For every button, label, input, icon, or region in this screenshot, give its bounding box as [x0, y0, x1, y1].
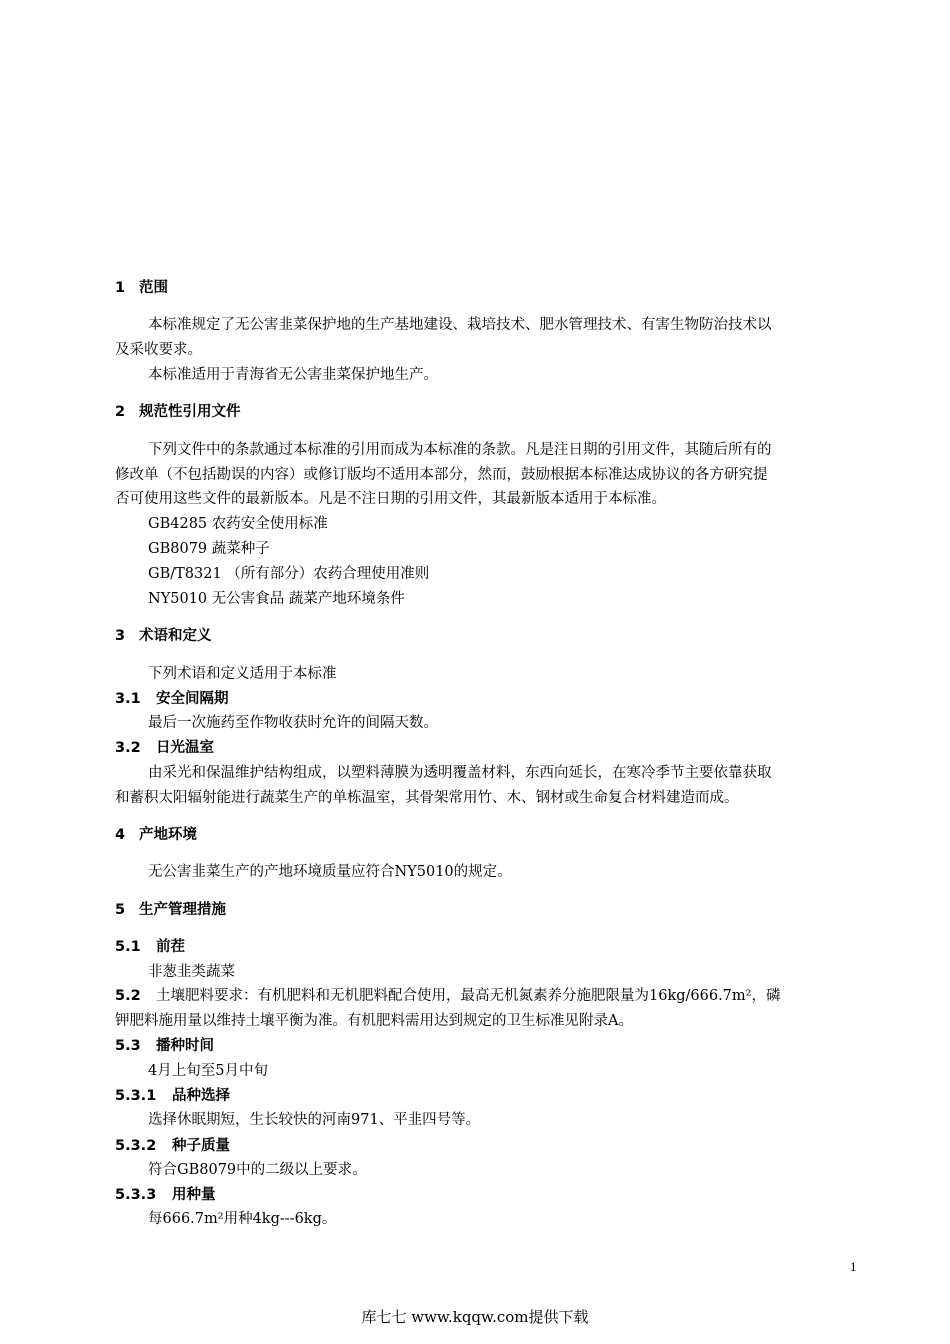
paragraph-line: 和蓄积太阳辐射能进行蔬菜生产的单栋温室，其骨架常用竹、木、钢材或生命复合材料建造而成。 — [115, 790, 739, 806]
subsection-number: 5.3.2 — [115, 1138, 157, 1154]
section-number: 5 — [115, 902, 126, 918]
subsection-number: 5.2 — [115, 988, 141, 1004]
section-title: 范围 — [139, 280, 168, 296]
paragraph-line: 土壤肥料要求：有机肥料和无机肥料配合使用，最高无机氮素养分施肥限量为16kg/666.7m²，磷 — [156, 988, 781, 1004]
paragraph-line: 下列文件中的条款通过本标准的引用而成为本标准的条款。凡是注日期的引用文件，其随后所有的 — [148, 442, 772, 458]
subsection-5-3-1-heading — [115, 1086, 230, 1106]
subsection-5-3-3-heading — [115, 1185, 216, 1205]
subsection-5-2 — [115, 986, 780, 1006]
paragraph-line: 钾肥料施用量以维持土壤平衡为准。有机肥料需用达到规定的卫生标准见附录A。 — [115, 1013, 633, 1029]
paragraph-line: 下列术语和定义适用于本标准 — [148, 666, 337, 682]
reference-item: NY5010 无公害食品 蔬菜产地环境条件 — [148, 591, 405, 607]
paragraph-line: 本标准规定了无公害韭菜保护地的生产基地建设、栽培技术、肥水管理技术、有害生物防治技术以 — [148, 317, 772, 333]
paragraph-line: 符合GB8079中的二级以上要求。 — [148, 1162, 367, 1178]
subsection-5-3-2-heading — [115, 1136, 230, 1156]
term-title: 日光温室 — [156, 740, 214, 756]
subsection-number: 5.3.3 — [115, 1187, 157, 1203]
subsection-title: 播种时间 — [156, 1038, 214, 1054]
term-title: 安全间隔期 — [156, 691, 229, 707]
subsection-title: 种子质量 — [172, 1138, 230, 1154]
section-2-heading — [115, 402, 241, 422]
paragraph-line: 每666.7m²用种4kg---6kg。 — [148, 1211, 337, 1227]
section-5-heading — [115, 900, 226, 920]
section-title: 术语和定义 — [139, 628, 212, 644]
term-number: 3.2 — [115, 740, 141, 756]
subsection-title: 前茬 — [156, 939, 185, 955]
paragraph-line: 由采光和保温维护结构组成，以塑料薄膜为透明覆盖材料，东西向延长，在寒冷季节主要依靠获取 — [148, 765, 772, 781]
paragraph-line: 及采收要求。 — [115, 342, 202, 358]
reference-item: GB4285 农药安全使用标准 — [148, 516, 328, 532]
section-number: 3 — [115, 628, 126, 644]
reference-item: GB8079 蔬菜种子 — [148, 541, 270, 557]
term-number: 3.1 — [115, 691, 141, 707]
paragraph-line: 本标准适用于青海省无公害韭菜保护地生产。 — [148, 367, 438, 383]
term-3-2-heading — [115, 738, 214, 758]
paragraph-line: 4月上旬至5月中旬 — [148, 1063, 268, 1079]
section-1-heading — [115, 278, 168, 298]
subsection-number: 5.3 — [115, 1038, 141, 1054]
subsection-title: 品种选择 — [172, 1088, 230, 1104]
section-number: 2 — [115, 404, 126, 420]
paragraph-line: 修改单（不包括勘误的内容）或修订版均不适用本部分，然而，鼓励根据本标准达成协议的各方研究提 — [115, 467, 768, 483]
paragraph-line: 非葱韭类蔬菜 — [148, 964, 235, 980]
footer-watermark: 库七七 www.kqqw.com提供下载 — [361, 1308, 589, 1326]
subsection-title: 用种量 — [172, 1187, 216, 1203]
section-3-heading — [115, 626, 212, 646]
paragraph-line: 无公害韭菜生产的产地环境质量应符合NY5010的规定。 — [148, 864, 512, 880]
section-number: 4 — [115, 827, 126, 843]
section-number: 1 — [115, 280, 126, 296]
subsection-5-1-heading — [115, 937, 185, 957]
paragraph-line: 选择休眠期短，生长较快的河南971、平韭四号等。 — [148, 1112, 481, 1128]
term-3-1-heading — [115, 689, 229, 709]
page-number: 1 — [850, 1259, 857, 1274]
paragraph-line: 否可使用这些文件的最新版本。凡是不注日期的引用文件，其最新版本适用于本标准。 — [115, 491, 666, 507]
section-title: 产地环境 — [139, 827, 197, 843]
subsection-number: 5.3.1 — [115, 1088, 157, 1104]
section-title: 规范性引用文件 — [139, 404, 241, 420]
section-4-heading — [115, 825, 197, 845]
subsection-number: 5.1 — [115, 939, 141, 955]
subsection-5-3-heading — [115, 1036, 214, 1056]
reference-item: GB/T8321 （所有部分）农药合理使用准则 — [148, 566, 430, 582]
section-title: 生产管理措施 — [139, 902, 226, 918]
paragraph-line: 最后一次施药至作物收获时允许的间隔天数。 — [148, 715, 438, 731]
